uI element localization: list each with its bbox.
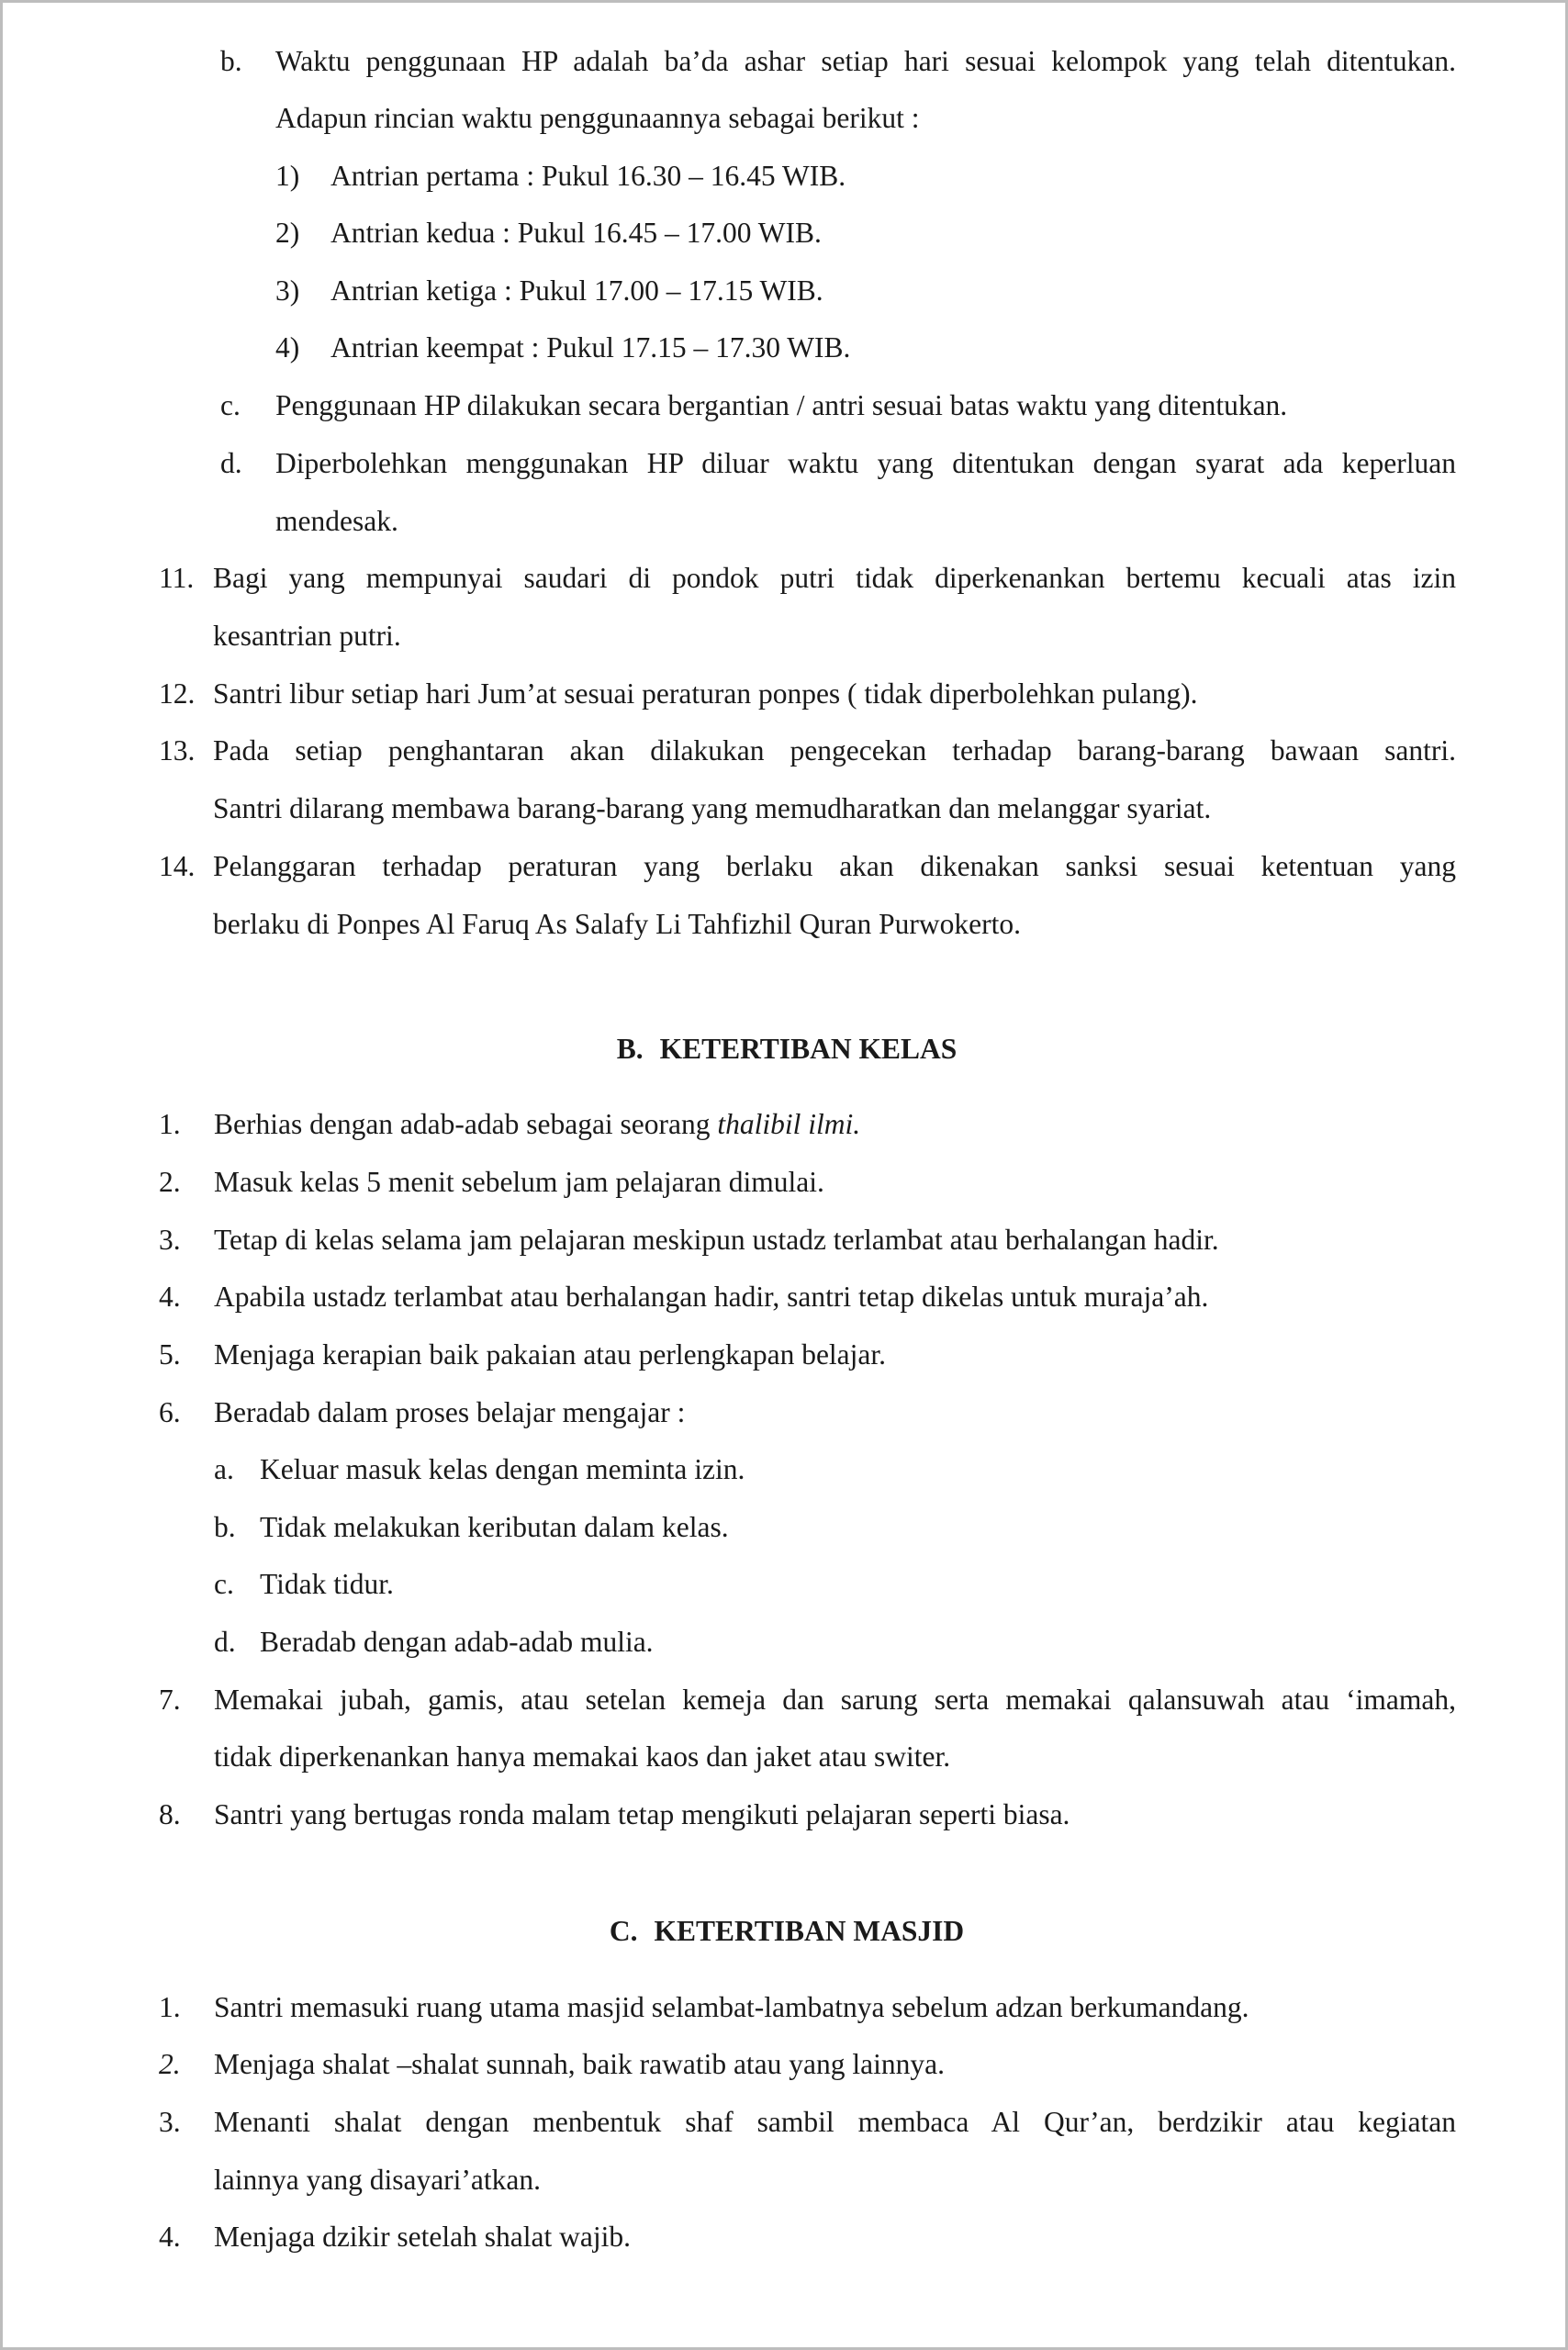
list-item-text-continued: lainnya yang disayari’atkan.: [214, 2164, 541, 2196]
list-item-number: 3.: [159, 1224, 181, 1256]
list-item-text-continued: tidak diperkenankan hanya memakai kaos dan jaket atau switer.: [214, 1740, 951, 1773]
list-item-text: Menjaga dzikir setelah shalat wajib.: [214, 2221, 631, 2253]
list-item-text-continued: Santri dilarang membawa barang-barang yang memudharatkan dan melanggar syariat.: [213, 792, 1212, 824]
sub-item-marker: c.: [220, 389, 241, 421]
schedule-marker: 2): [275, 217, 300, 249]
list-item-text: Memakai jubah, gamis, atau setelan kemeja dan sarung serta memakai qalansuwah atau ‘imamah,: [214, 1684, 1456, 1716]
list-item-number: 6.: [159, 1396, 181, 1428]
list-item-text: Masuk kelas 5 menit sebelum jam pelajaran dimulai.: [214, 1166, 824, 1198]
schedule-marker: 1): [275, 160, 300, 192]
list-item-number: 4.: [159, 2221, 181, 2253]
list-item-text: [214, 1106, 860, 1143]
list-item-text: Santri yang bertugas ronda malam tetap mengikuti pelajaran seperti biasa.: [214, 1798, 1070, 1830]
list-item-text-continued: kesantrian putri.: [213, 620, 401, 652]
list-item-number: 2.: [159, 2048, 181, 2080]
list-item-number: 12.: [159, 677, 196, 710]
list-item-text-italic: thalibil ilmi.: [717, 1108, 861, 1140]
sub-item-marker: d.: [214, 1626, 236, 1658]
list-item-text: Menjaga kerapian baik pakaian atau perlengkapan belajar.: [214, 1338, 887, 1371]
list-item-text: Pada setiap penghantaran akan dilakukan pengecekan terhadap barang-barang bawaan santri.: [213, 734, 1456, 767]
list-item-number: 3.: [159, 2106, 181, 2138]
list-item-text: Bagi yang mempunyai saudari di pondok putri tidak diperkenankan bertemu kecuali atas izin: [213, 562, 1456, 594]
sub-item-text: Tidak melakukan keributan dalam kelas.: [260, 1511, 729, 1543]
sub-item-text: Waktu penggunaan HP adalah ba’da ashar setiap hari sesuai kelompok yang telah ditentukan.: [275, 45, 1456, 77]
list-item-text: Santri memasuki ruang utama masjid selambat-lambatnya sebelum adzan berkumandang.: [214, 1991, 1249, 2023]
list-item-text: Pelanggaran terhadap peraturan yang berlaku akan dikenakan sanksi sesuai ketentuan yang: [213, 850, 1456, 882]
sub-item-marker: c.: [214, 1568, 234, 1600]
list-item-text: Santri libur setiap hari Jum’at sesuai peraturan ponpes ( tidak diperbolehkan pulang).: [213, 677, 1198, 710]
schedule-item: Antrian kedua : Pukul 16.45 – 17.00 WIB.: [330, 217, 822, 249]
sub-item-text: Keluar masuk kelas dengan meminta izin.: [260, 1453, 745, 1485]
sub-item-text: Diperbolehkan menggunakan HP diluar waktu yang ditentukan dengan syarat ada keperluan: [275, 447, 1456, 479]
section-heading-ketertiban-kelas: [3, 1031, 1568, 1068]
list-item-number: 7.: [159, 1684, 181, 1716]
list-item-text: Apabila ustadz terlambat atau berhalangan hadir, santri tetap dikelas untuk muraja’ah.: [214, 1281, 1209, 1313]
schedule-marker: 4): [275, 331, 300, 364]
section-title: KETERTIBAN KELAS: [659, 1033, 958, 1065]
schedule-item: Antrian keempat : Pukul 17.15 – 17.30 WIB.: [330, 331, 851, 364]
list-item-number: 13.: [159, 734, 196, 767]
list-item-text-regular: Berhias dengan adab-adab sebagai seorang: [214, 1108, 718, 1140]
list-item-text: Beradab dalam proses belajar mengajar :: [214, 1396, 686, 1428]
sub-item-text-continued: Adapun rincian waktu penggunaannya sebagai berikut :: [275, 102, 920, 134]
list-item-number: 2.: [159, 1166, 181, 1198]
sub-item-text: Penggunaan HP dilakukan secara bergantian / antri sesuai batas waktu yang ditentukan.: [275, 389, 1288, 421]
sub-item-marker: d.: [220, 447, 242, 479]
schedule-item: Antrian pertama : Pukul 16.30 – 16.45 WIB.: [330, 160, 846, 192]
list-item-number: 11.: [159, 562, 195, 594]
list-item-text: Menjaga shalat –shalat sunnah, baik rawatib atau yang lainnya.: [214, 2048, 945, 2080]
list-item-number: 1.: [159, 1108, 181, 1140]
sub-item-marker: b.: [214, 1511, 236, 1543]
sub-item-marker: a.: [214, 1453, 234, 1485]
list-item-number: 5.: [159, 1338, 181, 1371]
list-item-number: 1.: [159, 1991, 181, 2023]
schedule-item: Antrian ketiga : Pukul 17.00 – 17.15 WIB.: [330, 274, 823, 307]
list-item-text-continued: berlaku di Ponpes Al Faruq As Salafy Li Tahfizhil Quran Purwokerto.: [213, 908, 1021, 940]
list-item-text: Menanti shalat dengan menbentuk shaf sambil membaca Al Qur’an, berdzikir atau kegiatan: [214, 2106, 1456, 2138]
list-item-text: Tetap di kelas selama jam pelajaran meskipun ustadz terlambat atau berhalangan hadir.: [214, 1224, 1219, 1256]
list-item-number: 8.: [159, 1798, 181, 1830]
schedule-marker: 3): [275, 274, 300, 307]
section-title: KETERTIBAN MASJID: [654, 1915, 965, 1947]
list-item-number: 4.: [159, 1281, 181, 1313]
sub-item-marker: b.: [220, 45, 242, 77]
section-letter: B.: [616, 1033, 644, 1065]
sub-item-text-continued: mendesak.: [275, 505, 398, 537]
section-letter: C.: [609, 1915, 638, 1947]
sub-item-text: Tidak tidur.: [260, 1568, 394, 1600]
list-item-number: 14.: [159, 850, 196, 882]
section-heading-ketertiban-masjid: [3, 1913, 1568, 1950]
sub-item-text: Beradab dengan adab-adab mulia.: [260, 1626, 654, 1658]
